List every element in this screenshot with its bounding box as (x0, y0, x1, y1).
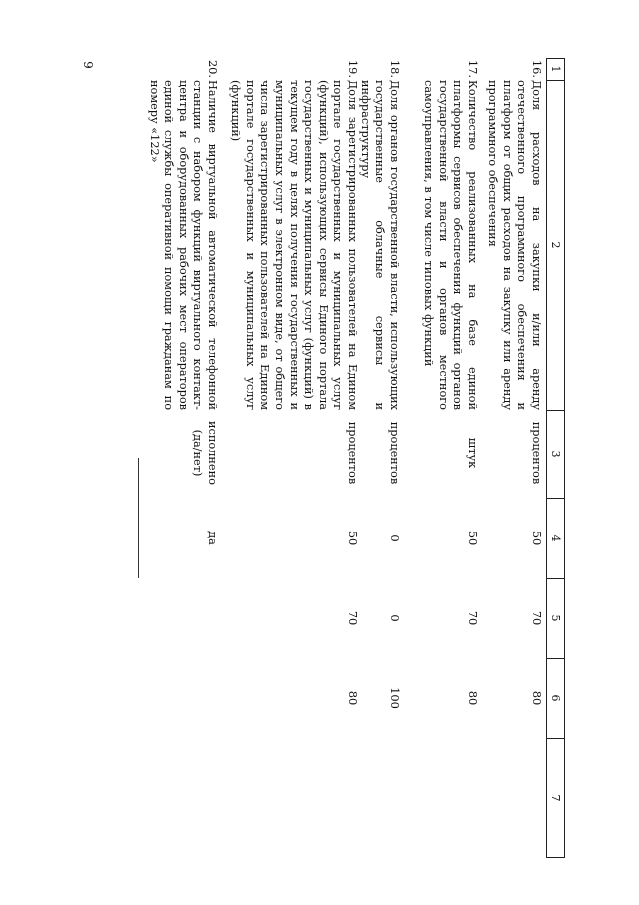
value-cell: 0 (388, 534, 401, 542)
column-header-5: 5 (549, 614, 562, 622)
value-cell: 80 (346, 690, 359, 706)
table-row (485, 58, 543, 858)
indicator-description: Доля органов государственной власти, использующих государственные облачные сервисы и инфраструктуру (358, 80, 401, 410)
value-cell: 50 (530, 530, 543, 546)
unit-cell: штук (466, 437, 479, 469)
row-number: 16. (530, 60, 543, 78)
page-number: 9 (80, 61, 95, 69)
unit-cell: процентов (530, 421, 543, 485)
value-cell: 100 (388, 687, 401, 709)
value-cell: 80 (530, 690, 543, 706)
indicator-description: Доля расходов на закупки и/или аренду отечественного программного обеспечения и платформ от общих расходов на закупку или аренду программного обеспечения (486, 80, 543, 410)
value-cell: 50 (466, 530, 479, 546)
unit-cell: процентов (346, 421, 359, 485)
column-header-4: 4 (549, 534, 562, 542)
column-header-2: 2 (549, 241, 562, 249)
value-cell: 70 (346, 610, 359, 626)
value-cell: 70 (530, 610, 543, 626)
unit-cell: исполнено (да/нет) (191, 421, 219, 485)
indicator-description: Доля зарегистрированных пользователей на Едином портале государственных и муниципальных услуг (функций), использующих сервисы Единого портала государственных и муниципальных услуг (функций) в текущем году в целях получения государственных и муниципальных услуг в электронном виде, от общего числа зарегистрированных пользователей на Едином портале государственных и муниципальных услуг (функций) (229, 80, 359, 410)
row-number: 19. (346, 60, 359, 78)
value-cell: да (206, 531, 219, 545)
column-header-3: 3 (549, 450, 562, 458)
footer-separator-line (138, 458, 139, 578)
column-header-7: 7 (549, 794, 562, 802)
table-row (225, 58, 359, 858)
value-cell: 70 (466, 610, 479, 626)
indicators-table (115, 58, 565, 858)
indicator-description: Наличие виртуальной автоматической телефонной станции с набором функций виртуального контакт-центра и оборудованных рабочих мест операторов единой службы оперативной помощи гражданам по номеру «122» (147, 80, 219, 410)
table-row (407, 58, 479, 858)
column-header-6: 6 (549, 694, 562, 702)
row-number: 20. (206, 60, 219, 78)
column-header-1: 1 (549, 65, 562, 73)
table-row (358, 58, 401, 858)
indicator-description: Количество реализованных на базе единой платформы сервисов обеспечения функций органов государственной власти и органов местного самоуправления, в том числе типовых функций (422, 80, 479, 410)
row-number: 18. (388, 60, 401, 78)
table-row (147, 58, 219, 858)
rotated-document (115, 58, 565, 858)
unit-cell: процентов (388, 421, 401, 485)
value-cell: 0 (388, 614, 401, 622)
row-number: 17. (466, 60, 479, 78)
value-cell: 80 (466, 690, 479, 706)
value-cell: 50 (346, 530, 359, 546)
